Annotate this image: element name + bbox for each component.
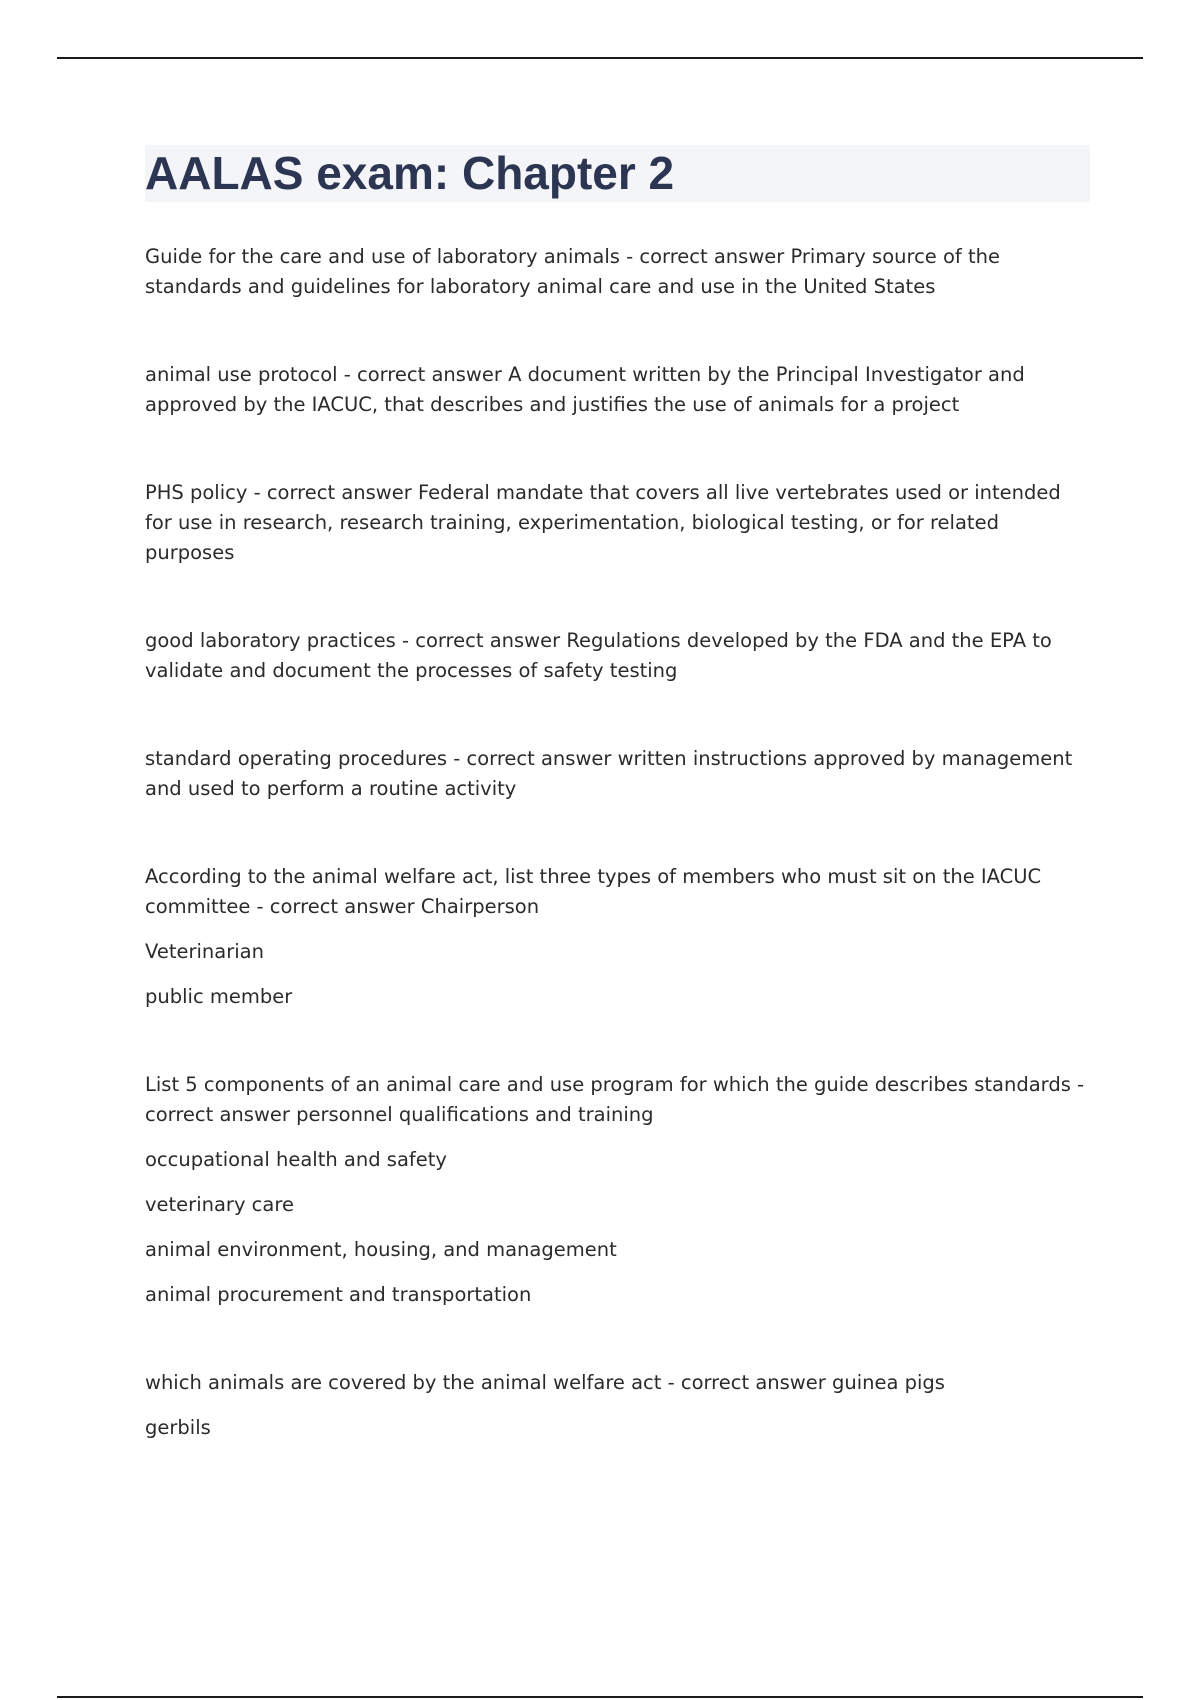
qa-text: animal use protocol - correct answer A document written by the Principal Investigator and approved by the IACUC, that describes and justifies the use of animals for a project xyxy=(145,363,1025,416)
qa-extra-line: animal procurement and transportation xyxy=(145,1283,532,1306)
qa-text: List 5 components of an animal care and use program for which the guide describes standards - correct answer personnel qualifications and training xyxy=(145,1073,1085,1126)
qa-text: According to the animal welfare act, list three types of members who must sit on the IACUC committee - correct answer Chairperson xyxy=(145,865,1042,918)
qa-entry xyxy=(145,1368,1090,1443)
page-title: AALAS exam: Chapter 2 xyxy=(145,147,675,199)
qa-extra-line: gerbils xyxy=(145,1416,211,1439)
header-rule xyxy=(57,57,1143,59)
qa-text: standard operating procedures - correct answer written instructions approved by management and used to perform a routine activity xyxy=(145,747,1073,800)
qa-text: PHS policy - correct answer Federal mandate that covers all live vertebrates used or intended for use in research, research training, experimentation, biological testing, or for related purposes xyxy=(145,481,1061,564)
qa-entry xyxy=(145,478,1090,568)
qa-entry xyxy=(145,242,1090,302)
qa-entry xyxy=(145,862,1090,1012)
qa-list xyxy=(145,242,1090,1443)
qa-extra-line: Veterinarian xyxy=(145,940,264,963)
qa-entry xyxy=(145,1070,1090,1310)
qa-entry xyxy=(145,626,1090,686)
document-body xyxy=(145,145,1090,1501)
qa-text: Guide for the care and use of laboratory animals - correct answer Primary source of the standards and guidelines for laboratory animal care and use in the United States xyxy=(145,245,1000,298)
qa-entry xyxy=(145,744,1090,804)
qa-entry xyxy=(145,360,1090,420)
footer-rule xyxy=(57,1696,1143,1698)
qa-extra-line: animal environment, housing, and management xyxy=(145,1238,617,1261)
qa-extra-line: public member xyxy=(145,985,293,1008)
qa-extra-line: occupational health and safety xyxy=(145,1148,447,1171)
qa-extra-line: veterinary care xyxy=(145,1193,294,1216)
title-bar xyxy=(145,145,1090,202)
qa-text: which animals are covered by the animal welfare act - correct answer guinea pigs xyxy=(145,1371,945,1394)
qa-text: good laboratory practices - correct answer Regulations developed by the FDA and the EPA to validate and document the processes of safety testing xyxy=(145,629,1052,682)
